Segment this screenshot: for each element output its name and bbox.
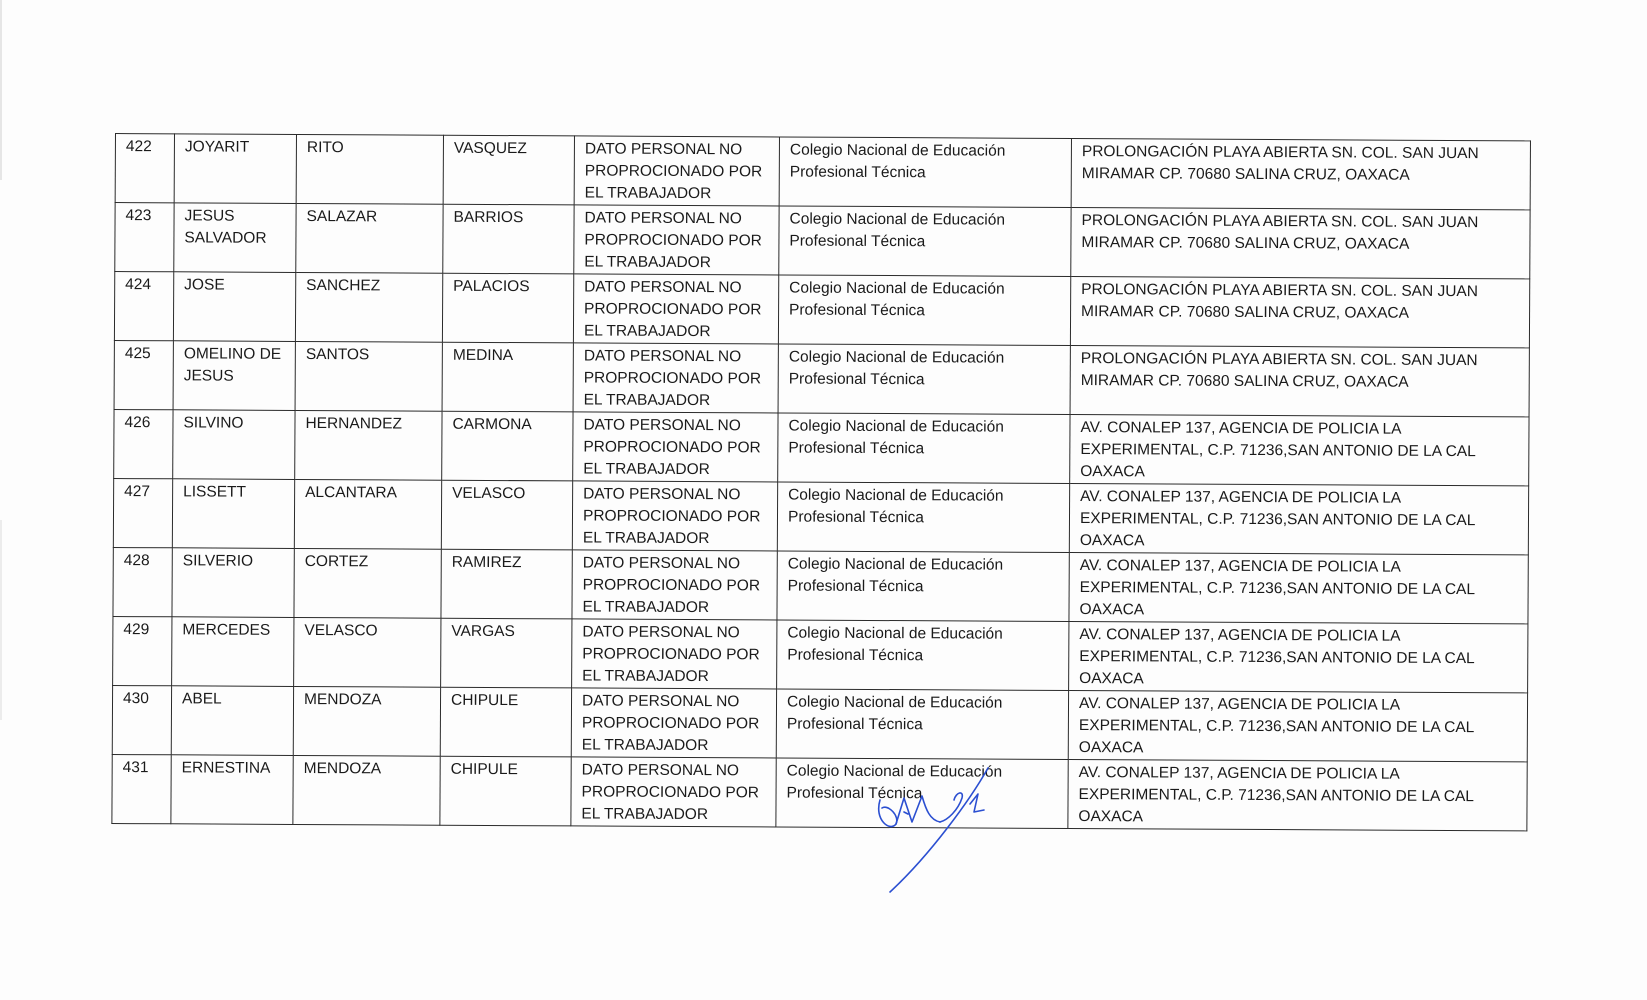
first-name-cell: MERCEDES [172,617,294,687]
institution-cell: Colegio Nacional de Educación Profesional Técnica [776,689,1068,760]
first-surname-cell: SALAZAR [296,203,443,273]
first-surname-cell: SANCHEZ [295,272,442,342]
institution-cell: Colegio Nacional de Educación Profesional Técnica [776,758,1068,829]
table-row [114,340,1529,416]
second-surname-cell: CHIPULE [440,687,571,757]
first-name-cell: SILVERIO [172,548,294,618]
row-number: 430 [112,685,171,754]
institution-cell: Colegio Nacional de Educación Profesional Técnica [778,275,1070,346]
first-name-cell: JOSE [173,272,295,342]
second-surname-cell: VASQUEZ [443,135,574,205]
row-number: 423 [115,203,174,272]
personal-data-cell: DATO PERSONAL NO PROPROCIONADO POR EL TRABAJADOR [573,274,778,344]
table-row [114,272,1529,348]
institution-cell: Colegio Nacional de Educación Profesional Técnica [777,620,1069,691]
records-table-wrapper [111,133,1530,831]
institution-cell: Colegio Nacional de Educación Profesional Técnica [778,344,1070,415]
first-surname-cell: RITO [296,134,443,204]
first-name-cell: OMELINO DE JESUS [173,341,295,411]
institution-cell: Colegio Nacional de Educación Profesional Técnica [779,206,1071,277]
first-name-cell: JOYARIT [174,134,296,204]
institution-cell: Colegio Nacional de Educación Profesional Técnica [779,137,1071,208]
second-surname-cell: MEDINA [442,342,573,412]
first-name-cell: ABEL [171,686,293,756]
second-surname-cell: CARMONA [442,411,573,481]
address-cell: PROLONGACIÓN PLAYA ABIERTA SN. COL. SAN JUAN MIRAMAR CP. 70680 SALINA CRUZ, OAXACA [1070,277,1529,348]
row-number: 428 [113,547,172,616]
table-row [114,409,1529,485]
first-name-cell: LISSETT [172,479,294,549]
personal-data-cell: DATO PERSONAL NO PROPROCIONADO POR EL TRABAJADOR [573,412,778,482]
first-surname-cell: MENDOZA [293,686,440,756]
first-name-cell: JESUS SALVADOR [174,203,296,273]
row-number: 429 [113,616,172,685]
first-surname-cell: VELASCO [294,617,441,687]
address-cell: AV. CONALEP 137, AGENCIA DE POLICIA LA EXPERIMENTAL, C.P. 71236,SAN ANTONIO DE LA CAL OAXACA [1070,415,1529,486]
second-surname-cell: CHIPULE [440,756,571,826]
row-number: 431 [112,754,171,823]
personal-data-cell: DATO PERSONAL NO PROPROCIONADO POR EL TRABAJADOR [573,343,778,413]
address-cell: AV. CONALEP 137, AGENCIA DE POLICIA LA EXPERIMENTAL, C.P. 71236,SAN ANTONIO DE LA CAL OAXACA [1069,553,1528,624]
table-row [113,547,1528,623]
personal-data-cell: DATO PERSONAL NO PROPROCIONADO POR EL TRABAJADOR [572,550,777,620]
second-surname-cell: PALACIOS [442,273,573,343]
first-name-cell: SILVINO [173,410,295,480]
row-number: 427 [113,478,172,547]
address-cell: PROLONGACIÓN PLAYA ABIERTA SN. COL. SAN JUAN MIRAMAR CP. 70680 SALINA CRUZ, OAXACA [1070,346,1529,417]
table-row [115,134,1530,210]
institution-cell: Colegio Nacional de Educación Profesional Técnica [777,551,1069,622]
row-number: 424 [114,272,173,341]
row-number: 425 [114,340,173,409]
address-cell: AV. CONALEP 137, AGENCIA DE POLICIA LA EXPERIMENTAL, C.P. 71236,SAN ANTONIO DE LA CAL OAXACA [1068,691,1527,762]
personal-data-cell: DATO PERSONAL NO PROPROCIONADO POR EL TRABAJADOR [571,757,776,827]
table-row [113,478,1528,554]
address-cell: AV. CONALEP 137, AGENCIA DE POLICIA LA EXPERIMENTAL, C.P. 71236,SAN ANTONIO DE LA CAL OAXACA [1068,759,1527,830]
first-surname-cell: HERNANDEZ [295,410,442,480]
personal-data-cell: DATO PERSONAL NO PROPROCIONADO POR EL TRABAJADOR [574,205,779,275]
address-cell: PROLONGACIÓN PLAYA ABIERTA SN. COL. SAN JUAN MIRAMAR CP. 70680 SALINA CRUZ, OAXACA [1071,208,1530,279]
first-surname-cell: SANTOS [295,341,442,411]
personal-data-cell: DATO PERSONAL NO PROPROCIONADO POR EL TRABAJADOR [574,136,779,206]
first-surname-cell: ALCANTARA [294,479,441,549]
address-cell: PROLONGACIÓN PLAYA ABIERTA SN. COL. SAN JUAN MIRAMAR CP. 70680 SALINA CRUZ, OAXACA [1071,139,1530,210]
table-row [115,203,1530,279]
handwritten-signature-icon [870,760,1010,900]
table-row [112,685,1527,761]
records-table [111,133,1531,831]
row-number: 426 [114,409,173,478]
first-surname-cell: MENDOZA [293,755,440,825]
address-cell: AV. CONALEP 137, AGENCIA DE POLICIA LA EXPERIMENTAL, C.P. 71236,SAN ANTONIO DE LA CAL OAXACA [1069,484,1528,555]
table-row [112,754,1527,830]
first-name-cell: ERNESTINA [171,755,293,825]
institution-cell: Colegio Nacional de Educación Profesional Técnica [777,482,1069,553]
second-surname-cell: VARGAS [441,618,572,688]
personal-data-cell: DATO PERSONAL NO PROPROCIONADO POR EL TRABAJADOR [572,619,777,689]
address-cell: AV. CONALEP 137, AGENCIA DE POLICIA LA EXPERIMENTAL, C.P. 71236,SAN ANTONIO DE LA CAL OAXACA [1069,622,1528,693]
personal-data-cell: DATO PERSONAL NO PROPROCIONADO POR EL TRABAJADOR [572,481,777,551]
institution-cell: Colegio Nacional de Educación Profesional Técnica [778,413,1070,484]
row-number: 422 [115,134,174,203]
second-surname-cell: RAMIREZ [441,549,572,619]
second-surname-cell: BARRIOS [443,204,574,274]
personal-data-cell: DATO PERSONAL NO PROPROCIONADO POR EL TRABAJADOR [571,688,776,758]
second-surname-cell: VELASCO [441,480,572,550]
table-row [113,616,1528,692]
first-surname-cell: CORTEZ [294,548,441,618]
